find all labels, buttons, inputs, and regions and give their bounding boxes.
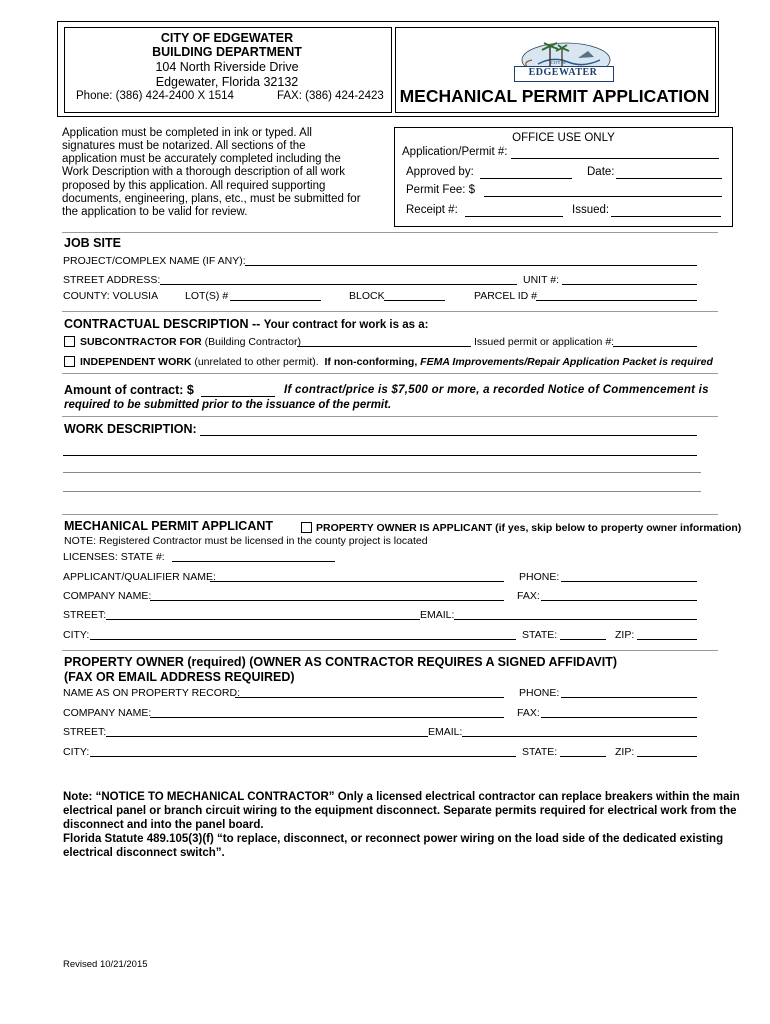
- owner-heading-line2: (FAX OR EMAIL ADDRESS REQUIRED): [64, 670, 295, 684]
- instruction-line: documents, engineering, plans, etc., must be submitted for: [62, 193, 361, 205]
- applicant-city-label: CITY:: [63, 629, 90, 641]
- date-field[interactable]: [616, 178, 722, 179]
- qualifier-name-label: APPLICANT/QUALIFIER NAME:: [63, 571, 216, 583]
- work-description-line[interactable]: [63, 472, 701, 473]
- logo-text: EDGEWATER: [528, 67, 598, 78]
- applicant-zip-label: ZIP:: [615, 629, 635, 641]
- licenses-field[interactable]: [172, 561, 335, 562]
- applicant-zip-field[interactable]: [637, 639, 697, 640]
- applicant-state-label: STATE:: [522, 629, 558, 641]
- receipt-label: Receipt #:: [406, 204, 458, 216]
- issued-field[interactable]: [611, 216, 721, 217]
- subcontractor-field[interactable]: [297, 346, 471, 347]
- applicant-street-label: STREET:: [63, 609, 107, 621]
- issued-label: Issued:: [572, 204, 610, 216]
- owner-email-label: EMAIL:: [428, 726, 463, 738]
- applicant-email-label: EMAIL:: [420, 609, 455, 621]
- unit-field[interactable]: [562, 284, 697, 285]
- qualifier-name-field[interactable]: [210, 581, 504, 582]
- address-line1: 104 North Riverside Drive: [155, 60, 299, 74]
- divider: [62, 232, 718, 233]
- owner-is-applicant-checkbox[interactable]: [301, 522, 312, 533]
- applicant-fax-field[interactable]: [541, 600, 697, 601]
- logo-small-text: CITY OF: [551, 60, 567, 65]
- notice-line: Note: “NOTICE TO MECHANICAL CONTRACTOR” Only a licensed electrical contractor can replace breakers within the main: [63, 791, 740, 803]
- subcontractor-note: (Building Contractor): [201, 336, 301, 348]
- owner-zip-field[interactable]: [637, 756, 697, 757]
- notice-line: electrical panel or branch circuit wiring to the equipment disconnect. Separate permits required for electrical work from the: [63, 805, 737, 817]
- city-name: CITY OF EDGEWATER: [160, 31, 294, 45]
- owner-street-field[interactable]: [106, 736, 428, 737]
- form-title: MECHANICAL PERMIT APPLICATION: [399, 86, 710, 106]
- licenses-label: LICENSES: STATE #:: [63, 551, 165, 563]
- address-line2: Edgewater, Florida 32132: [155, 75, 299, 89]
- application-permit-label: Application/Permit #:: [402, 146, 508, 158]
- issued-permit-label: Issued permit or application #:: [474, 336, 615, 348]
- office-use-title: OFFICE USE ONLY: [512, 132, 615, 144]
- subcontractor-label: SUBCONTRACTOR FOR: [80, 336, 202, 348]
- revised-date: Revised 10/21/2015: [63, 959, 148, 970]
- owner-name-label: NAME AS ON PROPERTY RECORD:: [63, 687, 240, 699]
- work-description-line[interactable]: [63, 455, 697, 456]
- instruction-line: Application must be completed in ink or typed. All: [62, 127, 312, 139]
- receipt-field[interactable]: [465, 216, 563, 217]
- divider: [62, 416, 718, 417]
- street-address-field[interactable]: [160, 284, 517, 285]
- parcel-field[interactable]: [536, 300, 697, 301]
- amount-label: Amount of contract: $: [64, 383, 194, 397]
- owner-heading-line1: PROPERTY OWNER (required) (OWNER AS CONTRACTOR REQUIRES A SIGNED AFFIDAVIT): [64, 655, 618, 669]
- amount-field[interactable]: [201, 396, 275, 397]
- job-site-heading: JOB SITE: [64, 236, 121, 250]
- county-label: COUNTY: VOLUSIA: [63, 290, 159, 302]
- owner-is-applicant-label: PROPERTY OWNER IS APPLICANT (if yes, skip below to property owner information): [316, 522, 742, 534]
- divider: [62, 514, 718, 515]
- contractual-heading-sub: Your contract for work is as a:: [263, 319, 429, 331]
- divider: [62, 311, 718, 312]
- applicant-company-field[interactable]: [150, 600, 504, 601]
- independent-note: (unrelated to other permit).: [191, 356, 319, 368]
- fax-number: FAX: (386) 424-2423: [277, 90, 384, 102]
- contractual-heading-text: CONTRACTUAL DESCRIPTION --: [64, 317, 264, 331]
- applicant-note: NOTE: Registered Contractor must be licensed in the county project is located: [64, 535, 428, 547]
- applicant-city-field[interactable]: [90, 639, 516, 640]
- applicant-state-field[interactable]: [560, 639, 606, 640]
- owner-fax-label: FAX:: [517, 707, 540, 719]
- work-description-label: WORK DESCRIPTION:: [64, 422, 197, 436]
- subcontractor-checkbox[interactable]: [64, 336, 75, 347]
- instruction-line: Work Description with a thorough description of all work: [62, 166, 345, 178]
- phone-number: Phone: (386) 424-2400 X 1514: [76, 90, 234, 102]
- application-permit-field[interactable]: [511, 158, 719, 159]
- project-name-field[interactable]: [245, 265, 697, 266]
- applicant-heading: MECHANICAL PERMIT APPLICANT: [64, 519, 274, 533]
- owner-city-field[interactable]: [90, 756, 516, 757]
- lots-label: LOT(S) #: [185, 290, 229, 302]
- issued-permit-field[interactable]: [613, 346, 697, 347]
- owner-street-label: STREET:: [63, 726, 107, 738]
- lots-field[interactable]: [230, 300, 321, 301]
- owner-email-field[interactable]: [462, 736, 697, 737]
- independent-label: INDEPENDENT WORK: [80, 356, 192, 368]
- owner-company-field[interactable]: [150, 717, 504, 718]
- applicant-email-field[interactable]: [454, 619, 697, 620]
- notice-line: disconnect and into the panel board.: [63, 819, 264, 831]
- instruction-line: proposed by this application. All required supporting: [62, 180, 326, 192]
- instruction-line: signatures must be notarized. All sections of the: [62, 140, 306, 152]
- independent-work-checkbox[interactable]: [64, 356, 75, 367]
- instruction-line: the application to be valid for review.: [62, 206, 248, 218]
- owner-name-field[interactable]: [235, 697, 504, 698]
- owner-company-label: COMPANY NAME:: [63, 707, 152, 719]
- owner-state-field[interactable]: [560, 756, 606, 757]
- applicant-street-field[interactable]: [106, 619, 420, 620]
- parcel-label: PARCEL ID #: [474, 290, 538, 302]
- street-address-label: STREET ADDRESS:: [63, 274, 161, 286]
- owner-fax-field[interactable]: [541, 717, 697, 718]
- permit-fee-label: Permit Fee: $: [406, 184, 476, 196]
- independent-work-line: [80, 357, 713, 368]
- divider: [62, 373, 718, 374]
- owner-zip-label: ZIP:: [615, 746, 635, 758]
- date-label: Date:: [587, 166, 615, 178]
- applicant-phone-field[interactable]: [561, 581, 697, 582]
- unit-label: UNIT #:: [523, 274, 559, 286]
- nonconforming-text: If non-conforming,: [324, 356, 421, 368]
- fema-text: FEMA Improvements/Repair Application Packet is required: [420, 356, 713, 368]
- work-description-field[interactable]: [200, 435, 697, 436]
- owner-city-label: CITY:: [63, 746, 90, 758]
- department-name: BUILDING DEPARTMENT: [152, 45, 302, 59]
- divider: [62, 650, 718, 651]
- applicant-fax-label: FAX:: [517, 590, 540, 602]
- instruction-line: application must be accurately completed including the: [62, 153, 341, 165]
- amount-notice-line2: required to be submitted prior to the issuance of the permit.: [64, 399, 392, 411]
- permit-fee-field[interactable]: [484, 196, 722, 197]
- block-field[interactable]: [384, 300, 445, 301]
- owner-phone-field[interactable]: [561, 697, 697, 698]
- work-description-line[interactable]: [63, 491, 701, 492]
- project-name-label: PROJECT/COMPLEX NAME (IF ANY):: [63, 255, 246, 267]
- owner-phone-label: PHONE:: [519, 687, 560, 699]
- approved-by-label: Approved by:: [406, 166, 474, 178]
- block-label: BLOCK: [349, 290, 385, 302]
- contractual-heading: [64, 318, 428, 332]
- owner-state-label: STATE:: [522, 746, 558, 758]
- applicant-phone-label: PHONE:: [519, 571, 560, 583]
- notice-line: Florida Statute 489.105(3)(f) “to replace, disconnect, or reconnect power wiring on the load side of the dedicated existing: [63, 833, 724, 845]
- notice-line: electrical disconnect switch”.: [63, 847, 225, 859]
- subcontractor-line: [80, 337, 301, 348]
- approved-by-field[interactable]: [480, 178, 572, 179]
- applicant-company-label: COMPANY NAME:: [63, 590, 152, 602]
- amount-notice-line1: If contract/price is $7,500 or more, a recorded Notice of Commencement is: [284, 384, 709, 396]
